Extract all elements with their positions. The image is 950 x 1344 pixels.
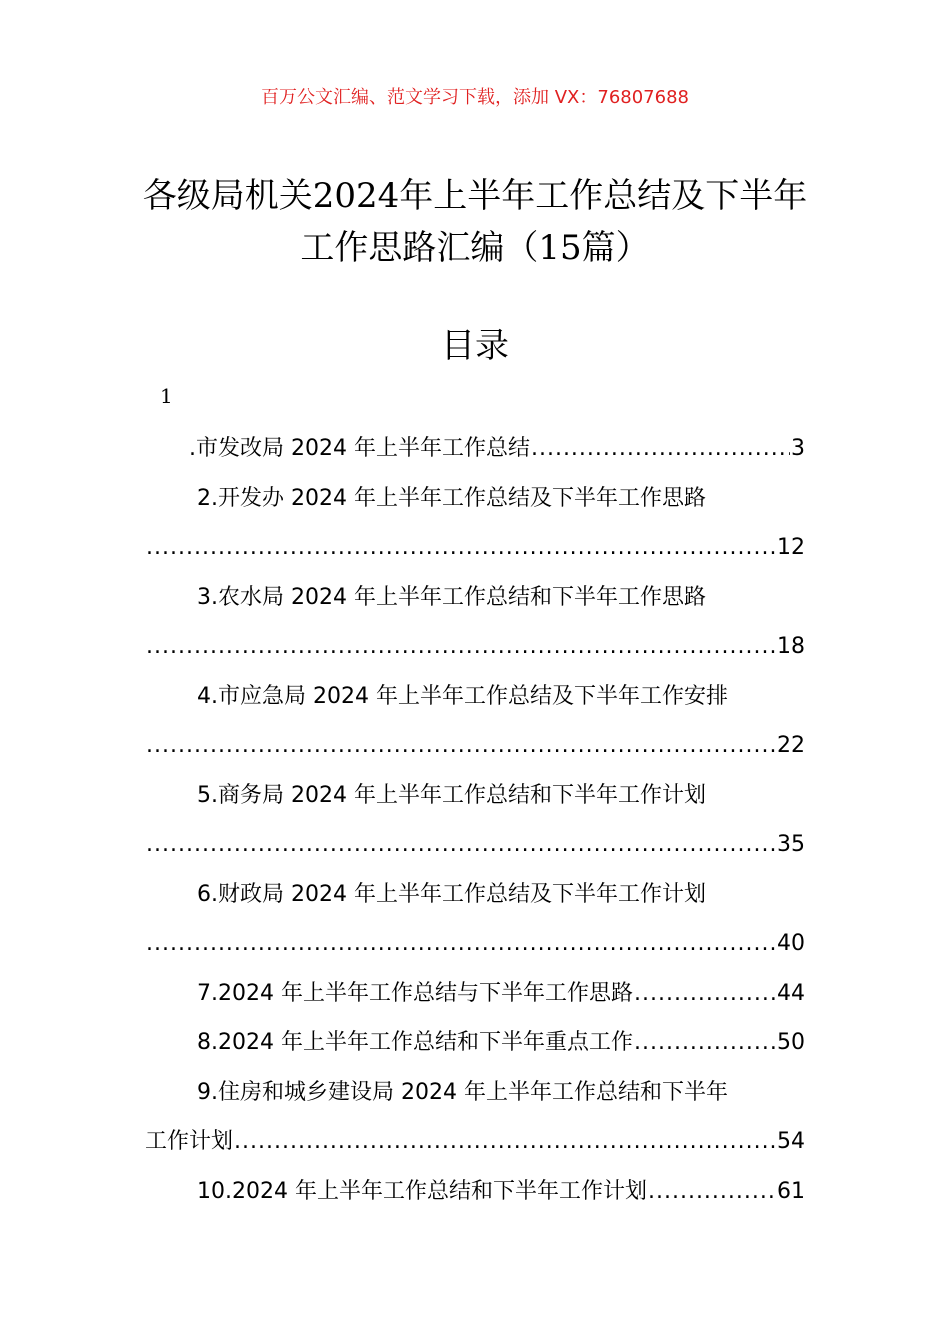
toc-leader-dots — [234, 1117, 776, 1167]
toc-leader-dots — [146, 622, 776, 672]
toc-entry-10[interactable] — [145, 1167, 805, 1217]
table-of-contents — [145, 424, 805, 1216]
toc-leader-dots — [146, 721, 776, 771]
document-title — [130, 170, 820, 274]
toc-entry-2[interactable] — [145, 474, 805, 573]
toc-leader-dots — [634, 969, 776, 1019]
toc-page-number: 35 — [777, 832, 805, 857]
toc-entry-text: .市发改局 2024 年上半年工作总结 — [189, 436, 530, 461]
toc-leader-dots — [146, 523, 776, 573]
toc-entry-6[interactable] — [145, 870, 805, 969]
title-suffix: 篇） — [581, 228, 650, 268]
stray-number: 1 — [160, 384, 173, 408]
toc-entry-text: 8.2024 年上半年工作总结和下半年重点工作 — [197, 1030, 633, 1055]
toc-entry-text: 10.2024 年上半年工作总结和下半年工作计划 — [197, 1178, 647, 1204]
title-prefix: 各级局机关 — [142, 176, 313, 216]
toc-entry-9[interactable] — [145, 1068, 805, 1167]
toc-entry-4[interactable] — [145, 672, 805, 771]
toc-entry-text: 7.2024 年上半年工作总结与下半年工作思路 — [197, 980, 633, 1006]
toc-page-number: 3 — [791, 436, 805, 461]
toc-entry-text: 6.财政局 2024 年上半年工作总结及下半年工作计划 — [197, 881, 706, 907]
toc-entry-5[interactable] — [145, 771, 805, 870]
toc-page-number: 54 — [777, 1129, 805, 1154]
toc-page-number: 61 — [777, 1178, 805, 1204]
toc-page-number: 44 — [777, 980, 805, 1006]
toc-entry-text-continued: 工作计划 — [145, 1129, 234, 1154]
toc-entry-1[interactable] — [145, 424, 805, 474]
toc-page-number: 12 — [777, 535, 805, 560]
toc-page-number: 40 — [777, 931, 805, 956]
toc-leader-dots — [146, 820, 776, 870]
toc-entry-text: 3.农水局 2024 年上半年工作总结和下半年工作思路 — [197, 584, 706, 610]
title-year: 2024 — [312, 176, 400, 216]
toc-page-number: 18 — [777, 634, 805, 659]
toc-page-number: 50 — [777, 1030, 805, 1055]
toc-entry-3[interactable] — [145, 573, 805, 672]
toc-entry-8[interactable] — [145, 1018, 805, 1068]
toc-entry-text: 5.商务局 2024 年上半年工作总结和下半年工作计划 — [197, 782, 706, 808]
title-count: 15 — [538, 228, 582, 268]
toc-leader-dots — [146, 919, 776, 969]
toc-entry-text: 2.开发办 2024 年上半年工作总结及下半年工作思路 — [197, 485, 706, 511]
toc-page-number: 22 — [777, 733, 805, 758]
toc-heading: 目录 — [441, 326, 509, 366]
toc-entry-text: 9.住房和城乡建设局 2024 年上半年工作总结和下半年 — [197, 1079, 728, 1105]
toc-leader-dots — [531, 424, 790, 474]
toc-leader-dots — [634, 1018, 776, 1068]
title-middle: 年上半年工作总结及下半年工作思路汇编（ — [300, 176, 808, 268]
toc-entry-7[interactable] — [145, 969, 805, 1019]
toc-leader-dots — [648, 1167, 776, 1217]
toc-entry-text: 4.市应急局 2024 年上半年工作总结及下半年工作安排 — [197, 683, 728, 709]
header-note: 百万公文汇编、范文学习下载，添加 VX：76807688 — [261, 87, 689, 108]
